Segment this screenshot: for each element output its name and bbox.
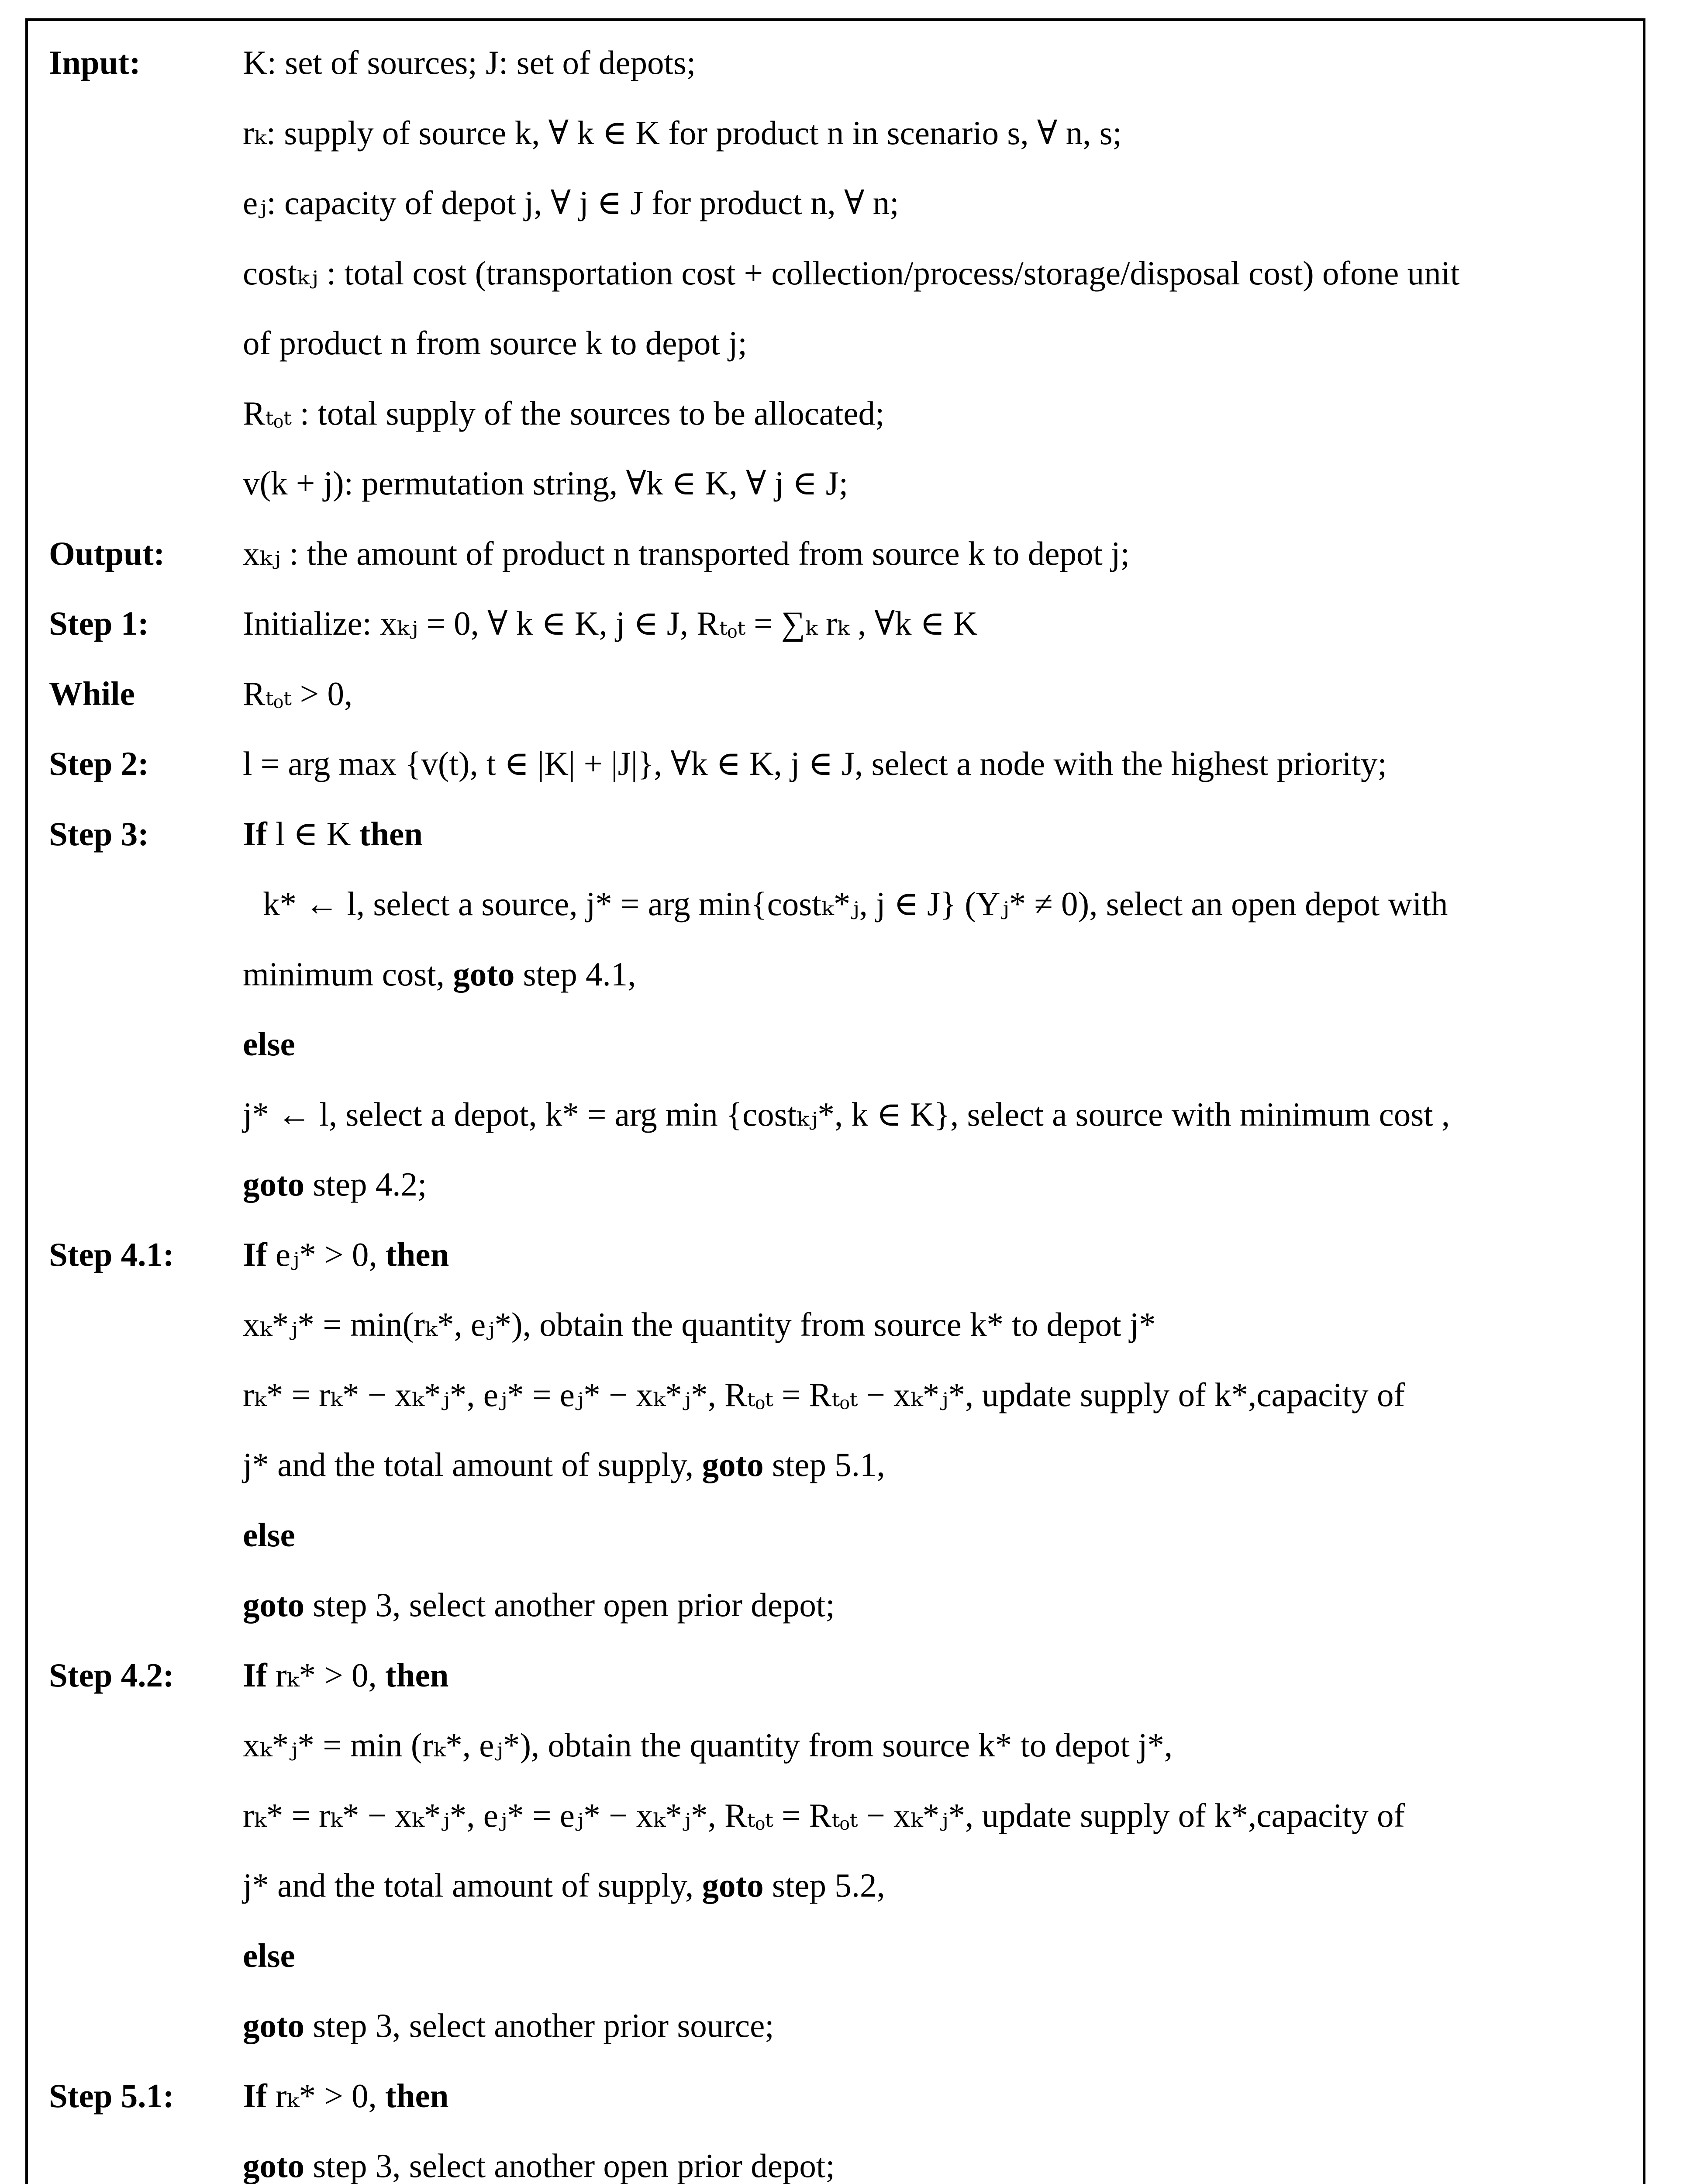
step-label: Step 2:: [49, 745, 149, 782]
algorithm-line: If rₖ* > 0, then: [243, 1656, 449, 1694]
step-label: Step 4.2:: [49, 1656, 174, 1694]
step-label: While: [49, 674, 135, 712]
algorithm-line: costₖⱼ : total cost (transportation cost + collection/process/storage/disposal cost) ofone unit: [243, 254, 1460, 292]
step-label: Step 4.1:: [49, 1235, 174, 1273]
algorithm-line: Rₜₒₜ > 0,: [243, 674, 353, 712]
step-label: Output:: [49, 534, 165, 572]
algorithm-line: j* and the total amount of supply, goto step 5.2,: [243, 1866, 885, 1904]
algorithm-line: l = arg max {v(t), t ∈ |K| + |J|}, ∀k ∈ K, j ∈ J, select a node with the highest priority;: [243, 745, 1387, 782]
algorithm-line: v(k + j): permutation string, ∀k ∈ K, ∀ j ∈ J;: [243, 464, 848, 502]
algorithm-line: eⱼ: capacity of depot j, ∀ j ∈ J for product n, ∀ n;: [243, 184, 899, 221]
step-label: Step 1:: [49, 605, 149, 642]
algorithm-line: Rₜₒₜ : total supply of the sources to be allocated;: [243, 394, 885, 432]
algorithm-box: [25, 18, 1645, 2184]
algorithm-line: goto step 3, select another open prior depot;: [243, 1586, 835, 1624]
algorithm-line: k* ← l, select a source, j* = arg min{costₖ*ⱼ, j ∈ J} (Yⱼ* ≠ 0), select an open depot with: [263, 885, 1448, 923]
step-label: Step 3:: [49, 815, 149, 853]
algorithm-line: If l ∈ K then: [243, 815, 423, 853]
algorithm-line: goto step 3, select another open prior depot;: [243, 2147, 835, 2184]
algorithm-line: Initialize: xₖⱼ = 0, ∀ k ∈ K, j ∈ J, Rₜₒₜ = ∑ₖ rₖ , ∀k ∈ K: [243, 605, 978, 642]
algorithm-line: xₖ*ⱼ* = min (rₖ*, eⱼ*), obtain the quantity from source k* to depot j*,: [243, 1726, 1173, 1764]
algorithm-line: else: [243, 1936, 295, 1974]
algorithm-line: K: set of sources; J: set of depots;: [243, 44, 696, 81]
algorithm-line: xₖ*ⱼ* = min(rₖ*, eⱼ*), obtain the quantity from source k* to depot j*: [243, 1306, 1156, 1343]
algorithm-line: goto step 4.2;: [243, 1165, 427, 1203]
step-label: Input:: [49, 44, 141, 81]
algorithm-line: j* ← l, select a depot, k* = arg min {costₖⱼ*, k ∈ K}, select a source with minimum cost ,: [243, 1095, 1450, 1133]
step-label: Step 5.1:: [49, 2077, 174, 2115]
algorithm-line: else: [243, 1025, 295, 1063]
algorithm-line: rₖ* = rₖ* − xₖ*ⱼ*, eⱼ* = eⱼ* − xₖ*ⱼ*, Rₜₒₜ = Rₜₒₜ − xₖ*ⱼ*, update supply of k*,capacity of: [243, 1796, 1405, 1834]
algorithm-line: minimum cost, goto step 4.1,: [243, 955, 636, 993]
algorithm-line: rₖ: supply of source k, ∀ k ∈ K for product n in scenario s, ∀ n, s;: [243, 114, 1122, 152]
algorithm-line: xₖⱼ : the amount of product n transported from source k to depot j;: [243, 534, 1130, 572]
algorithm-line: of product n from source k to depot j;: [243, 324, 747, 362]
algorithm-line: goto step 3, select another prior source;: [243, 2007, 774, 2044]
algorithm-line: else: [243, 1516, 295, 1554]
algorithm-line: If eⱼ* > 0, then: [243, 1235, 449, 1273]
algorithm-line: j* and the total amount of supply, goto step 5.1,: [243, 1446, 885, 1483]
algorithm-line: If rₖ* > 0, then: [243, 2077, 449, 2115]
algorithm-line: rₖ* = rₖ* − xₖ*ⱼ*, eⱼ* = eⱼ* − xₖ*ⱼ*, Rₜₒₜ = Rₜₒₜ − xₖ*ⱼ*, update supply of k*,capacity of: [243, 1375, 1405, 1413]
